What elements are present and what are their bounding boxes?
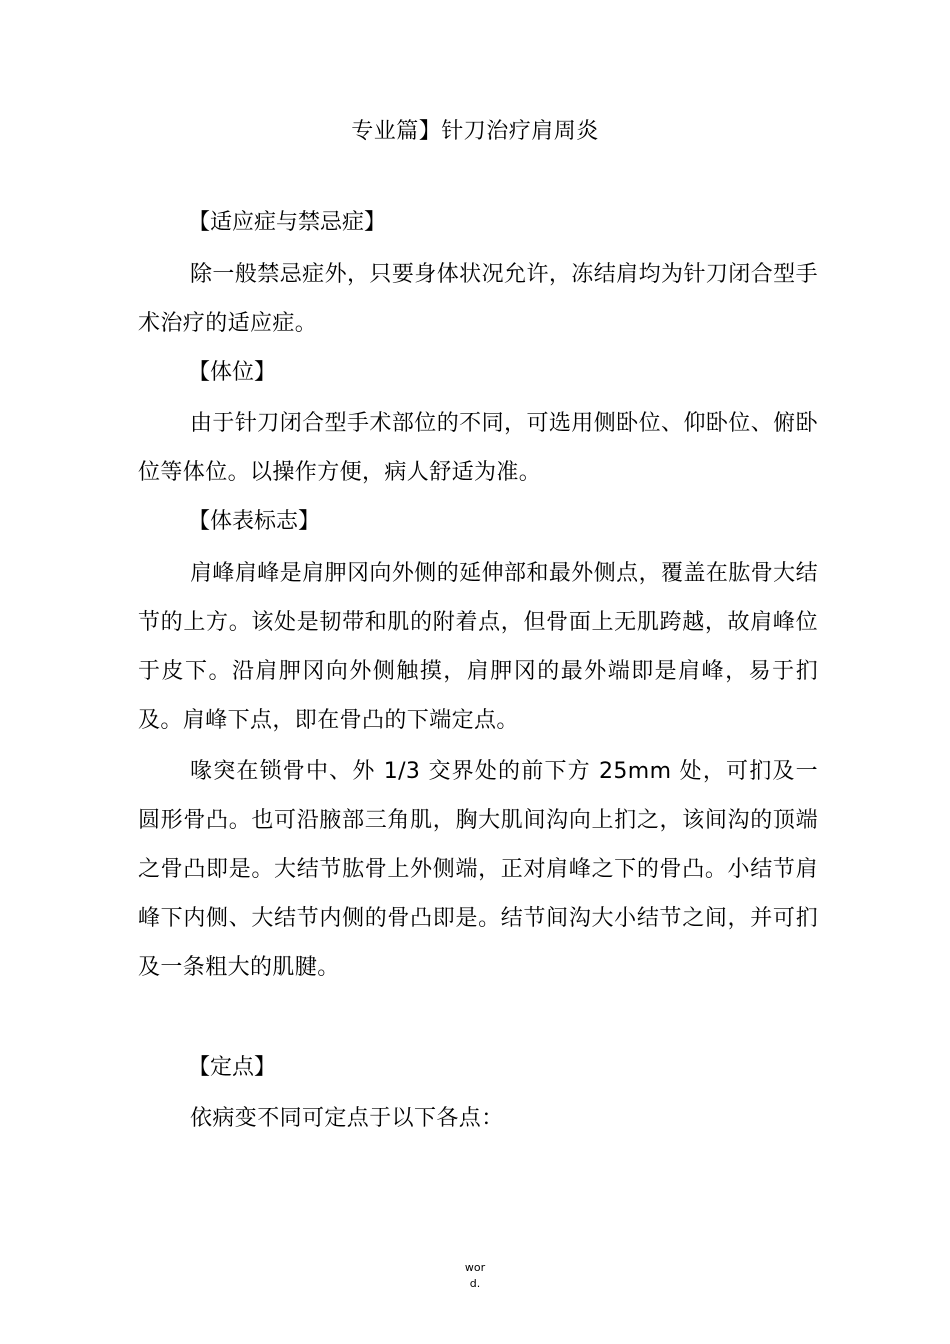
paragraph-points: 依病变不同可定点于以下各点： bbox=[190, 1106, 504, 1131]
paragraph-position: 由于针刀闭合型手术部位的不同，可选用侧卧位、仰卧位、俯卧位等体位。以操作方便，病人舒适为准。 bbox=[138, 411, 818, 485]
footer-line-1: wor bbox=[464, 1261, 486, 1274]
section-heading-position: 【体位】 bbox=[188, 360, 277, 385]
footer-line-2: d. bbox=[469, 1277, 481, 1290]
paragraph-indications: 除一般禁忌症外，只要身体状况允许，冻结肩均为针刀闭合型手术治疗的适应症。 bbox=[138, 262, 818, 336]
section-heading-landmarks: 【体表标志】 bbox=[188, 509, 321, 534]
section-heading-indications: 【适应症与禁忌症】 bbox=[188, 210, 387, 235]
document-title: 专业篇】针刀治疗肩周炎 bbox=[351, 119, 599, 144]
page-footer bbox=[0, 1260, 950, 1292]
paragraph-landmarks-acromion: 肩峰肩峰是肩胛冈向外侧的延伸部和最外侧点，覆盖在肱骨大结节的上方。该处是韧带和肌的附着点，但骨面上无肌跨越，故肩峰位于皮下。沿肩胛冈向外侧触摸，肩胛冈的最外端即是肩峰，易于扪及。肩峰下点，即在骨凸的下端定点。 bbox=[138, 561, 818, 733]
paragraph-landmarks-coracoid: 喙突在锁骨中、外 1/3 交界处的前下方 25mm 处，可扪及一圆形骨凸。也可沿腋部三角肌，胸大肌间沟向上扪之，该间沟的顶端之骨凸即是。大结节肱骨上外侧端，正对肩峰之下的骨凸。小结节肩峰下内侧、大结节内侧的骨凸即是。结节间沟大小结节之间，并可扪及一条粗大的肌腱。 bbox=[138, 759, 818, 980]
section-heading-points: 【定点】 bbox=[188, 1055, 277, 1080]
